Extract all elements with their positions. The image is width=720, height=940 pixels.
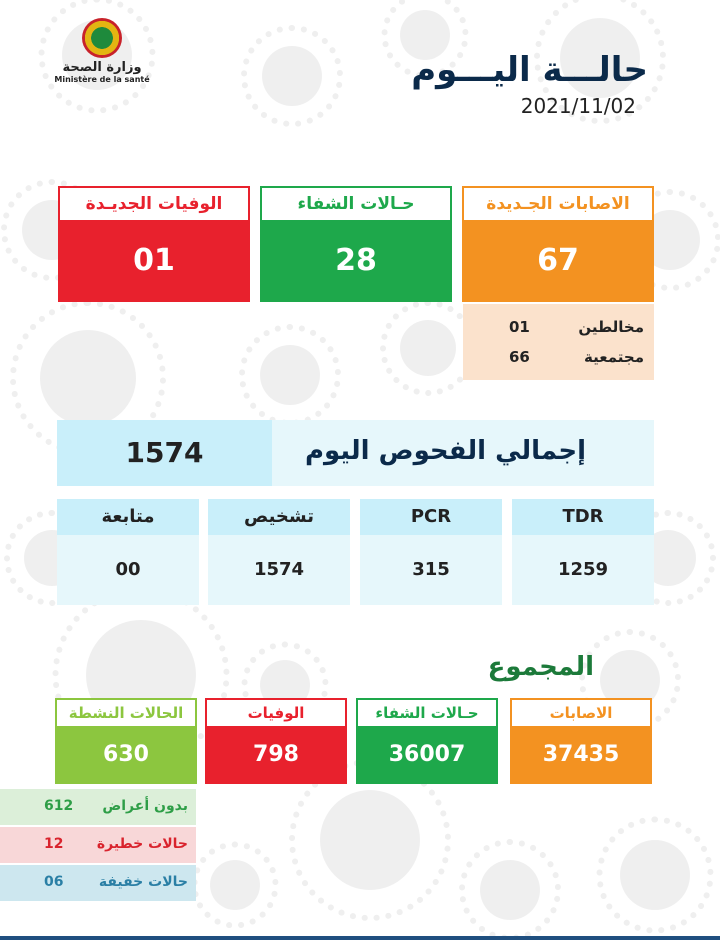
breakdown-value: 66 (509, 348, 530, 366)
active-cases-label: الحالات النشطة (55, 698, 197, 726)
total-cases-label: الاصابات (510, 698, 652, 726)
total-deaths-card (205, 698, 347, 784)
total-cases-value: 37435 (510, 726, 652, 784)
new-deaths-value: 01 (58, 220, 250, 302)
ministry-emblem-icon (82, 18, 122, 58)
test-column-pcr (360, 499, 502, 605)
active-cases-value: 630 (55, 726, 197, 784)
ministry-name-ar: وزارة الصحة (62, 60, 142, 75)
active-breakdown-row (0, 827, 196, 863)
new-deaths-label: الوفيات الجديـدة (58, 186, 250, 220)
totals-title: المجموع (487, 652, 594, 682)
virus-decoration-icon (400, 320, 456, 376)
breakdown-label: مجتمعية (584, 348, 644, 366)
test-column-value: 00 (115, 559, 141, 580)
total-deaths-value: 798 (205, 726, 347, 784)
active-breakdown-label: حالات خطيرة (96, 836, 188, 852)
active-breakdown-row (0, 865, 196, 901)
test-column-label: متابعة (57, 499, 199, 535)
new-deaths-card (58, 186, 250, 302)
total-recoveries-card (356, 698, 498, 784)
active-breakdown-label: بدون أعراض (102, 798, 188, 814)
recoveries-value: 28 (260, 220, 452, 302)
virus-decoration-icon (480, 860, 540, 920)
total-recoveries-value: 36007 (356, 726, 498, 784)
total-deaths-label: الوفيات (205, 698, 347, 726)
virus-decoration-icon (40, 330, 136, 426)
test-column-tdr (512, 499, 654, 605)
new-cases-breakdown (463, 304, 654, 380)
tests-total-panel (57, 420, 654, 486)
new-cases-card (462, 186, 654, 302)
virus-decoration-icon (210, 860, 260, 910)
virus-decoration-icon (262, 46, 322, 106)
ministry-name-fr: Ministère de la santé (54, 75, 150, 84)
bottom-divider (0, 936, 720, 940)
breakdown-row (463, 312, 654, 342)
breakdown-label: مخالطين (578, 318, 644, 336)
test-column-followup (57, 499, 199, 605)
test-column-value: 315 (412, 559, 450, 580)
page-title: حالـــة اليـــوم (411, 50, 648, 90)
active-breakdown-value: 06 (44, 874, 64, 890)
recoveries-card (260, 186, 452, 302)
test-column-label: TDR (512, 499, 654, 535)
tests-total-label: إجمالي الفحوص اليوم (304, 436, 586, 466)
tests-total-value: 1574 (57, 420, 272, 486)
active-breakdown-value: 12 (44, 836, 64, 852)
ministry-logo (52, 18, 152, 84)
breakdown-row (463, 342, 654, 372)
active-cases-card (55, 698, 197, 784)
active-breakdown-value: 612 (44, 798, 74, 814)
test-column-value: 1259 (557, 559, 609, 580)
test-column-label: PCR (360, 499, 502, 535)
new-cases-label: الاصابات الجـديدة (462, 186, 654, 220)
recoveries-label: حـالات الشفاء (260, 186, 452, 220)
test-column-label: تشخيص (208, 499, 350, 535)
breakdown-value: 01 (509, 318, 530, 336)
total-cases-card (510, 698, 652, 784)
virus-decoration-icon (620, 840, 690, 910)
virus-decoration-icon (320, 790, 420, 890)
active-breakdown-label: حالات خفيفة (98, 874, 188, 890)
test-column-diagnosis (208, 499, 350, 605)
total-recoveries-label: حـالات الشفاء (356, 698, 498, 726)
test-column-value: 1574 (253, 559, 305, 580)
active-breakdown-row (0, 789, 196, 825)
report-date: 2021/11/02 (520, 94, 636, 118)
new-cases-value: 67 (462, 220, 654, 302)
virus-decoration-icon (260, 345, 320, 405)
